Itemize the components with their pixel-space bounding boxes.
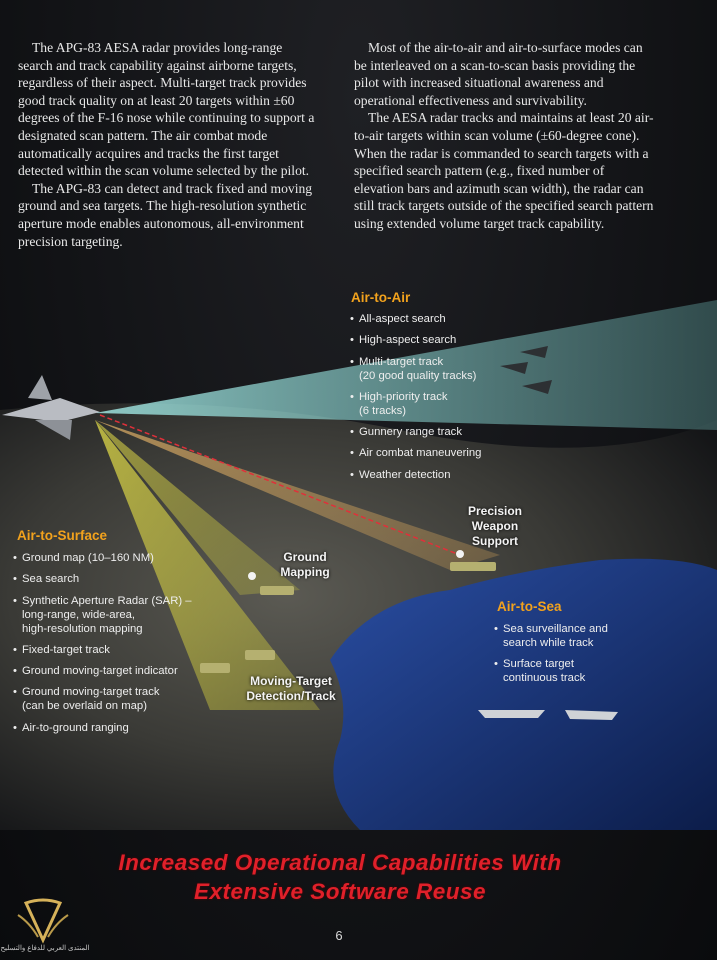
- list-item: • Weather detection: [350, 468, 550, 482]
- list-item: • Fixed-target track: [13, 643, 233, 657]
- page-number: 6: [335, 928, 343, 943]
- air-to-surface-list: [13, 551, 233, 742]
- list-item: • Synthetic Aperture Radar (SAR) – long-range, wide-area, high-resolution mapping: [13, 594, 233, 636]
- list-item: • Sea surveillance and search while track: [494, 622, 664, 650]
- target-marker: [248, 572, 256, 580]
- air-to-sea-heading: Air-to-Sea: [497, 599, 562, 614]
- intro-paragraph: The APG-83 can detect and track fixed and moving ground and sea targets. The high-resolution synthetic aperture mode enables autonomous, all-environment precision targeting.: [18, 180, 313, 249]
- radar-illustration: [0, 270, 717, 830]
- list-item: • Ground moving-target track (can be overlaid on map): [13, 685, 233, 713]
- intro-left-column: [18, 39, 318, 250]
- intro-paragraph: The APG-83 AESA radar provides long-range search and track capability against airborne targets, regardless of their aspect. Multi-target track provides good track quality on at least 20 targets within ±60 degrees of the F-16 nose while continuing to support a designated scan pattern. The air combat mode automatically acquires and tracks the first target detected within the scan volume selected by the pilot.: [18, 40, 315, 179]
- list-item: • Gunnery range track: [350, 425, 550, 439]
- list-item: • Ground map (10–160 NM): [13, 551, 233, 565]
- intro-right-column: [354, 39, 654, 233]
- list-item: • Multi-target track (20 good quality tracks): [350, 355, 550, 383]
- air-to-sea-list: [494, 622, 664, 693]
- list-item: • High-aspect search: [350, 333, 550, 347]
- air-to-air-heading: Air-to-Air: [351, 290, 411, 305]
- moving-target-label: Moving-Target Detection/Track: [246, 674, 336, 703]
- logo-caption: المنتدى العربي للدفاع والتسليح: [0, 945, 90, 952]
- air-to-air-list: [350, 312, 550, 489]
- list-item: • Sea search: [13, 572, 233, 586]
- list-item: • Ground moving-target indicator: [13, 664, 233, 678]
- target-marker: [456, 550, 464, 558]
- list-item: • Air combat maneuvering: [350, 446, 550, 460]
- precision-weapon-label: Precision Weapon Support: [467, 504, 523, 548]
- page-title: Increased Operational Capabilities With Extensive Software Reuse: [118, 850, 562, 904]
- air-to-surface-heading: Air-to-Surface: [17, 528, 108, 543]
- intro-paragraph: Most of the air-to-air and air-to-surface modes can be interleaved on a scan-to-scan basis providing the pilot with increased situational awareness and operational effectiveness and survivability.: [354, 40, 643, 108]
- list-item: • High-priority track (6 tracks): [350, 390, 550, 418]
- ground-mapping-label: Ground Mapping: [280, 550, 330, 579]
- list-item: • All-aspect search: [350, 312, 550, 326]
- list-item: • Air-to-ground ranging: [13, 721, 233, 735]
- list-item: • Surface target continuous track: [494, 657, 664, 685]
- intro-paragraph: The AESA radar tracks and maintains at least 20 air-to-air targets within scan volume (±60-degree cone). When the radar is commanded to search targets with a specified search pattern (e.g., fixed number of elevation bars and azimuth scan width), the radar can still track targets outside of the specified search pattern using extended volume target track capability.: [354, 110, 654, 231]
- forum-logo-icon: [8, 895, 78, 950]
